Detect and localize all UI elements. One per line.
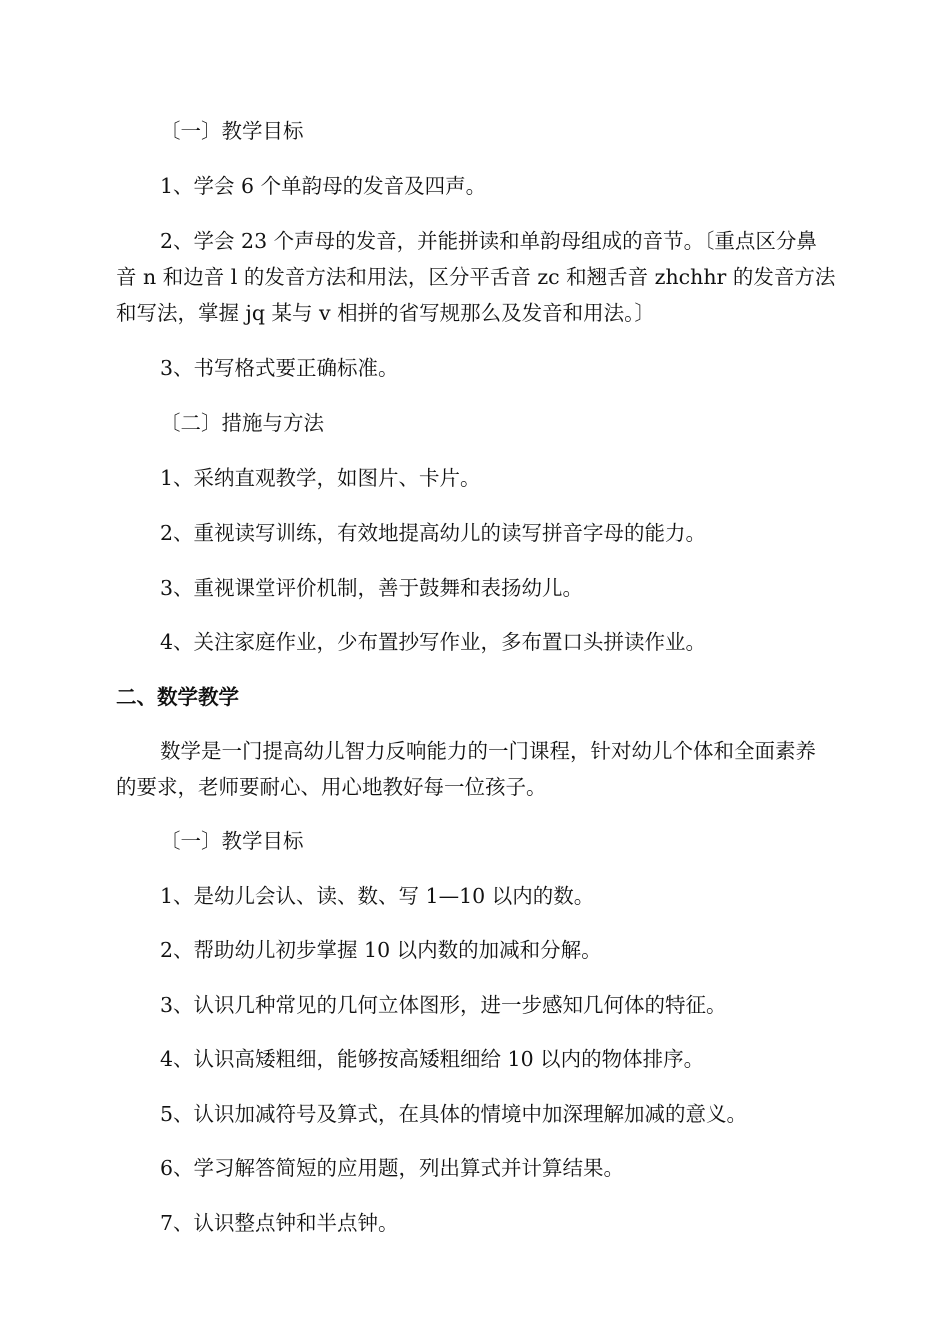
- goal-item: 3、书写格式要正确标准。: [160, 356, 399, 380]
- goals-heading: 〔一〕教学目标: [160, 829, 304, 853]
- section-title: 二、数学教学: [116, 685, 239, 709]
- goal-item: 4、认识高矮粗细，能够按高矮粗细给 10 以内的物体排序。: [160, 1047, 705, 1071]
- goal-item: 6、学习解答简短的应用题，列出算式并计算结果。: [160, 1156, 625, 1180]
- goal-item: 1、学会 6 个单韵母的发音及四声。: [160, 174, 487, 198]
- goal-item: 3、认识几种常见的几何立体图形，进一步感知几何体的特征。: [160, 993, 727, 1017]
- goal-item: 5、认识加减符号及算式，在具体的情境中加深理解加减的意义。: [160, 1102, 748, 1126]
- measures-heading: 〔二〕措施与方法: [160, 411, 324, 435]
- measure-item: 1、采纳直观教学，如图片、卡片。: [160, 466, 481, 490]
- goal-item: 2、学会 23 个声母的发音，并能拼读和单韵母组成的音节。〔重点区分鼻音 n 和边音 l 的发音方法和用法，区分平舌音 zc 和翘舌音 zhchhr 的发音方法和写法，掌握 jq 某与 v 相拼的省写规那么及发音和用法。〕: [116, 229, 836, 325]
- goal-item: 1、是幼儿会认、读、数、写 1—10 以内的数。: [160, 884, 595, 908]
- goal-item: 7、认识整点钟和半点钟。: [160, 1211, 399, 1235]
- goal-item: 2、帮助幼儿初步掌握 10 以内数的加减和分解。: [160, 938, 602, 962]
- measure-item: 2、重视读写训练，有效地提高幼儿的读写拼音字母的能力。: [160, 521, 707, 545]
- measure-item: 4、关注家庭作业，少布置抄写作业，多布置口头拼读作业。: [160, 630, 707, 654]
- goals-heading: 〔一〕教学目标: [160, 119, 304, 143]
- section-intro: 数学是一门提高幼儿智力反响能力的一门课程，针对幼儿个体和全面素养的要求，老师要耐心、用心地教好每一位孩子。: [116, 739, 816, 799]
- measure-item: 3、重视课堂评价机制，善于鼓舞和表扬幼儿。: [160, 576, 584, 600]
